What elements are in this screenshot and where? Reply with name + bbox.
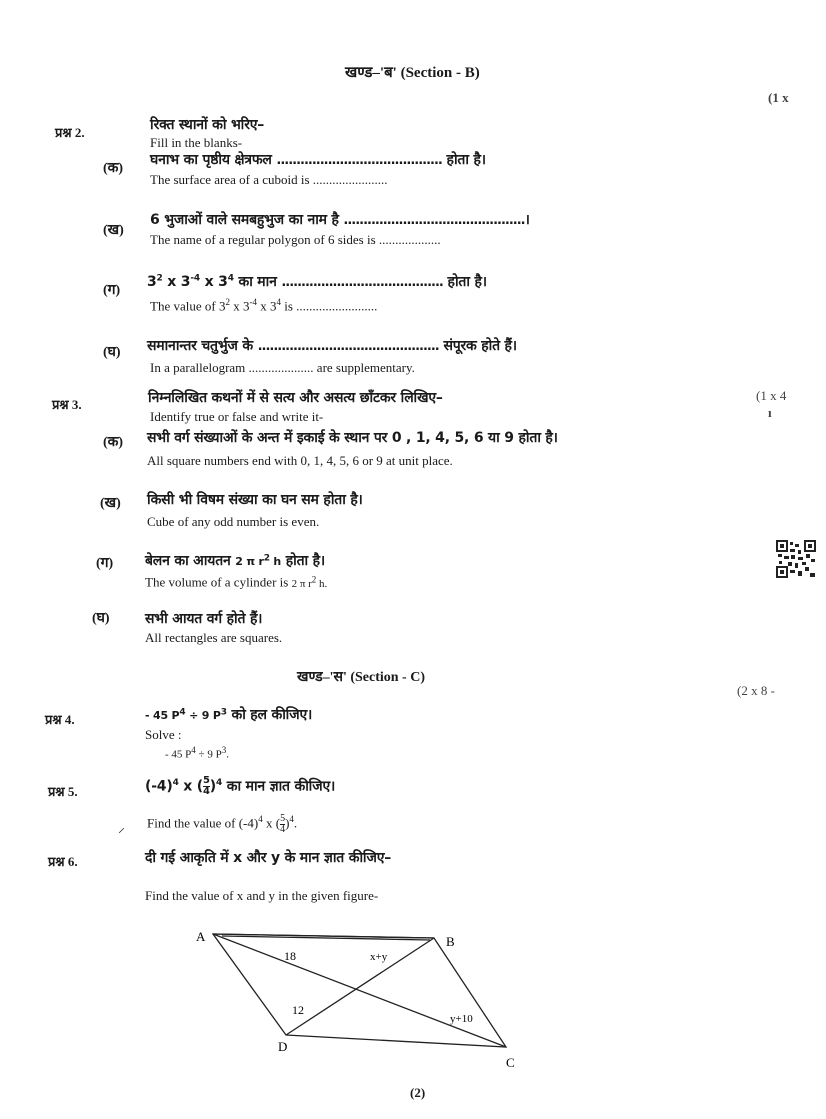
qr-code-icon (776, 540, 816, 578)
question-5-number: प्रश्न 5. (48, 784, 78, 799)
diagonal-bd (286, 938, 434, 1035)
q3-item-a-english: All square numbers end with 0, 1, 4, 5, 6 or 9 at unit place. (147, 453, 453, 468)
question-6-english: Find the value of x and y in the given figure- (145, 888, 379, 903)
section-b-title: खण्ड–'ब' (Section - B) (345, 65, 480, 81)
question-5-english: Find the value of $(-4)^4$ x ( $\frac{5}{4}$ )$^4$. (147, 813, 298, 835)
vertex-c-label: C (506, 1055, 515, 1070)
q2-item-c-label: (ग) (103, 283, 121, 298)
vertex-d-label: D (278, 1039, 288, 1054)
q2-item-b-label: (ख) (103, 223, 124, 238)
q3-item-c-hindi: बेलन का आयतन 2 π $r^2$ h होता है। (145, 553, 325, 569)
q3-item-c-label: (ग) (96, 556, 114, 571)
q2-item-a-english: The surface area of a cuboid is ....................... (150, 172, 388, 187)
diagonal-ac (213, 934, 506, 1047)
q3-item-d-label: (घ) (92, 611, 110, 626)
q2-item-c-hindi: $3^2$ x $3^{-4}$ x $3^4$ का मान ......................................... होता है। (147, 273, 487, 290)
question-4-english: Solve : (145, 727, 182, 742)
question-2-hindi: रिक्त स्थानों को भरिए– (150, 117, 265, 133)
page-number: (2) (410, 1085, 426, 1100)
q3-item-d-english: All rectangles are squares. (145, 630, 283, 645)
q2-item-b-english: The name of a regular polygon of 6 sides is ................... (150, 232, 441, 247)
parallelogram-figure (180, 922, 540, 1072)
question-3-english: Identify true or false and write it- (150, 409, 324, 424)
q2-item-d-hindi: समानान्तर चतुर्भुज के .............................................. संपूरक होते हैं। (147, 338, 517, 354)
question-4-hindi: - 45 $P^4 \div 9$ $P^3$ को हल कीजिए। (145, 707, 313, 723)
question-6-number: प्रश्न 6. (48, 854, 78, 869)
q5-margin-mark: ⸝ (118, 821, 125, 836)
q2-item-a-label: (क) (103, 161, 124, 176)
question-5-hindi: $(-4)^4$ x ( $\frac{5}{4}$ )$^4$ का मान ज्ञात कीजिए। (145, 775, 336, 797)
q3-item-d-hindi: सभी आयत वर्ग होते हैं। (145, 611, 263, 627)
section-c-marks: (2 x 8 - (737, 683, 775, 698)
segment-label-18: 18 (284, 949, 296, 963)
q3-item-a-label: (क) (103, 435, 124, 450)
segment-label-x-plus-y: x+y (370, 951, 388, 963)
question-6-hindi: दी गई आकृति में x और y के मान ज्ञात कीजिए– (145, 850, 392, 866)
q2-item-d-english: In a parallelogram .................... are supplementary. (150, 360, 415, 375)
q3-item-b-hindi: किसी भी विषम संख्या का घन सम होता है। (147, 492, 363, 508)
question-2-english: Fill in the blanks- (150, 135, 243, 150)
question-4-number: प्रश्न 4. (45, 712, 75, 727)
section-c-title: खण्ड–'स' (Section - C) (297, 670, 425, 685)
question-3-marks: (1 x 4 (756, 388, 787, 403)
q3-item-a-hindi: सभी वर्ग संख्याओं के अन्त में इकाई के स्थान पर 0 , 1, 4, 5, 6 या 9 होता है। (147, 430, 558, 446)
q3-item-b-label: (ख) (100, 496, 121, 511)
q3-item-b-english: Cube of any odd number is even. (147, 514, 320, 529)
question-3-hindi: निम्नलिखित कथनों में से सत्य और असत्य छाँटकर लिखिए– (148, 390, 443, 406)
segment-label-12: 12 (292, 1003, 304, 1017)
question-4-expression: - 45 $P^4 \div 9$ $P^3$. (165, 745, 229, 761)
q2-item-a-hindi: घनाभ का पृष्ठीय क्षेत्रफल .......................................... होता है। (150, 152, 486, 168)
question-3-number: प्रश्न 3. (52, 397, 82, 412)
section-b-marks: (1 x (768, 90, 789, 105)
segment-label-y-plus-10: y+10 (450, 1013, 473, 1025)
vertex-a-label: A (196, 929, 206, 944)
q2-item-d-label: (घ) (103, 345, 121, 360)
q2-item-c-english: The value of $3^2$ x $3^{-4}$ x $3^4$ is ......................... (150, 297, 378, 314)
vertex-b-label: B (446, 934, 455, 949)
q2-item-b-hindi: 6 भुजाओं वाले समबहुभुज का नाम है ..............................................। (150, 212, 530, 228)
q3-item-c-english: The volume of a cylinder is 2 π $r^2$ h. (145, 574, 328, 590)
question-2-number: प्रश्न 2. (55, 125, 85, 140)
q3-margin-mark: ı (768, 405, 772, 420)
